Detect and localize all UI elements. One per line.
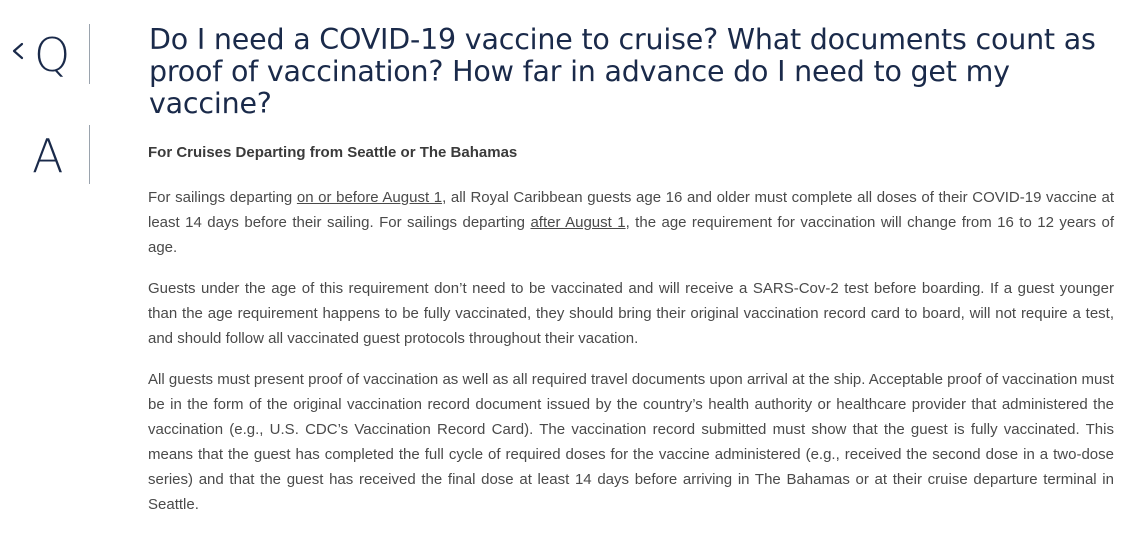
answer-paragraph-3: All guests must present proof of vaccination as well as all required travel documents upon arrival at the ship. Acceptable proof of vaccination must be in the form of the original vaccination record document issued by the country’s health authority or healthcare provider that administered the vaccination (e.g., U.S. CDC’s Vaccination Record Card). The vaccination record submitted must show that the guest is fully vaccinated. This means that the guest has completed the full cycle of required doses for the vaccine administered (e.g., received the second dose in a two-dose series) and that the guest has received the final dose at least 14 days before arriving in The Bahamas or at their cruise departure terminal in Seattle.	[148, 371, 1114, 513]
answer-paragraph-2: Guests under the age of this requirement don’t need to be vaccinated and will receive a SARS-Cov-2 test before boarding. If a guest younger than the age requirement happens to be fully vaccinated, they should bring their original vaccination record card to board, will not require a test, and should follow all vaccinated guest protocols throughout their vacation.	[148, 280, 1114, 347]
answer-heading: For Cruises Departing from Seattle or The Bahamas	[148, 144, 518, 161]
question-text: Do I need a COVID-19 vaccine to cruise? What documents count as proof of vaccination? How far in advance do I need to get my vaccine?	[149, 23, 1096, 120]
answer-paragraph-1	[148, 185, 1114, 260]
p1-text-2: , all Royal Caribbean guests age 16 and older must complete all doses of their COVID-19 vaccine at least 14 days before their sailing. For sailings departing	[148, 189, 1115, 231]
on-or-before-august-1-link[interactable]: on or before August 1	[296, 189, 443, 206]
p1-text-1: For sailings departing	[148, 189, 297, 206]
back-button[interactable]	[8, 36, 30, 66]
answer-letter: A	[32, 129, 64, 183]
chevron-left-icon	[8, 36, 30, 66]
question-letter: Q	[34, 28, 71, 82]
answer-divider	[89, 125, 90, 184]
p1-text-3: , the age requirement for vaccination will change from 16 to 12 years of age.	[148, 214, 1114, 256]
after-august-1-link[interactable]: after August 1	[530, 214, 626, 231]
answer-body	[148, 143, 1114, 533]
question-divider	[89, 24, 90, 84]
